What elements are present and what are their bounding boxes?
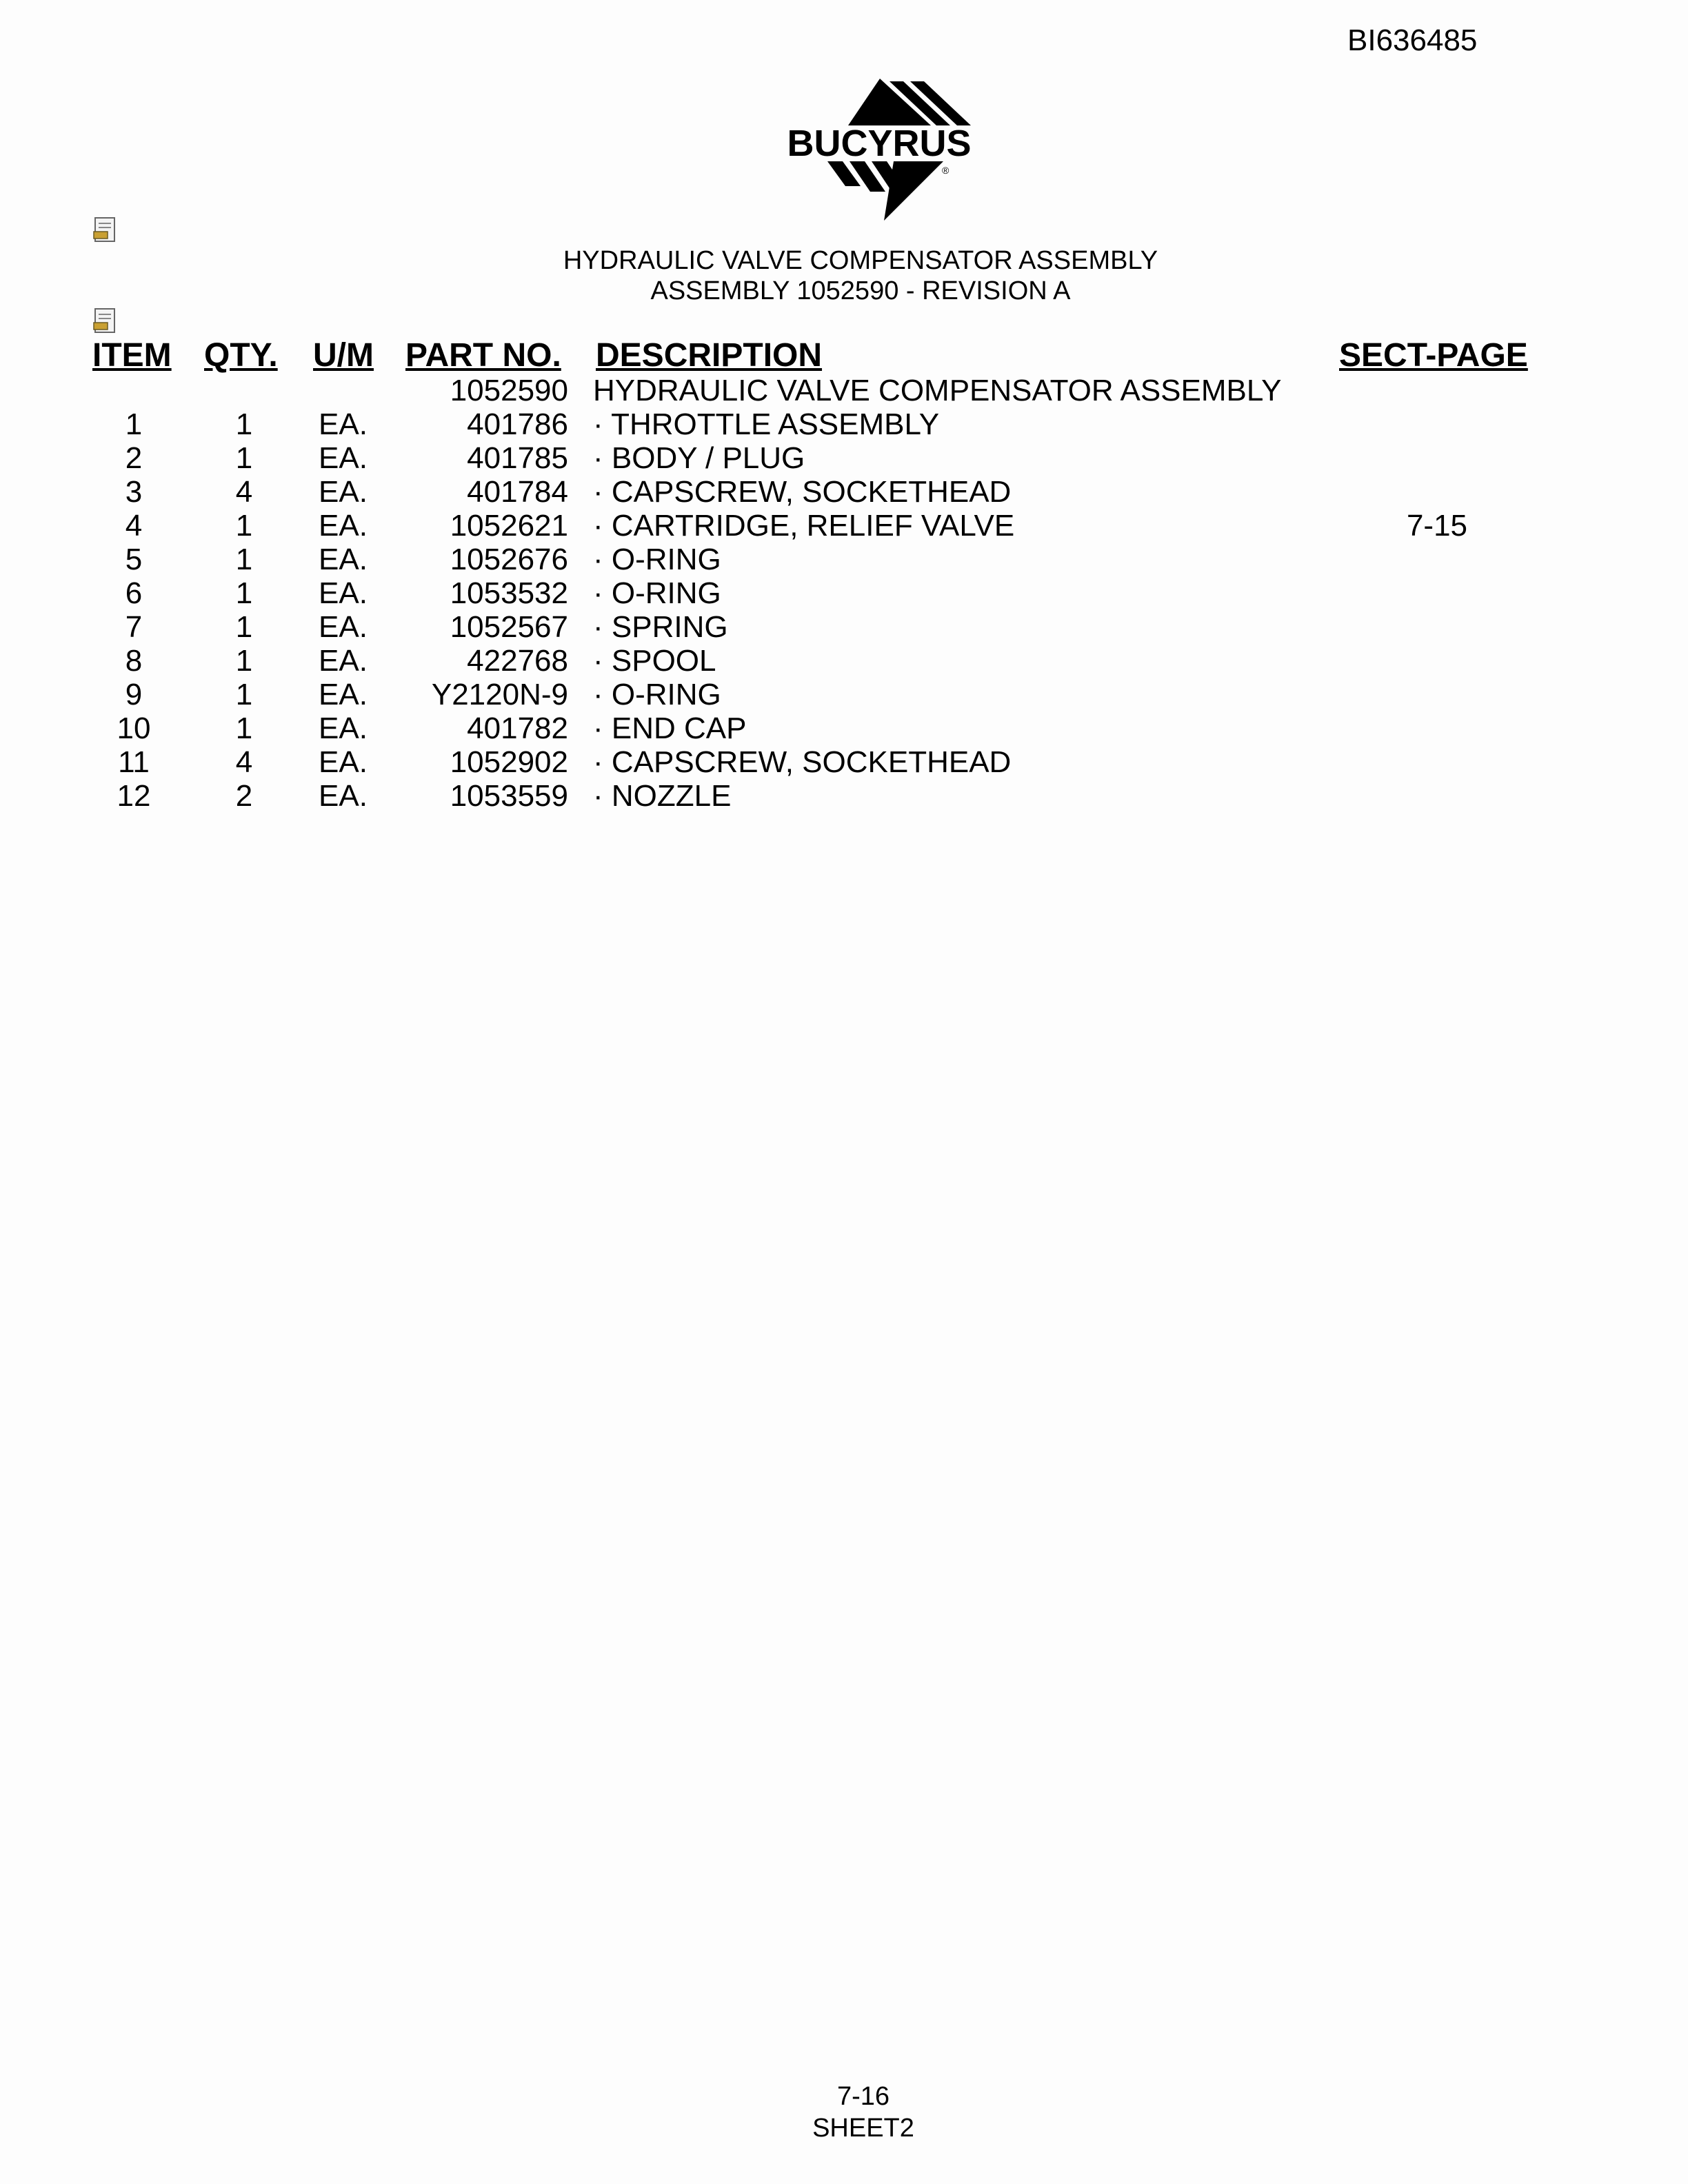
table-row: [0, 610, 1688, 645]
table-row: [0, 644, 1688, 678]
cell-part-no: 1052590: [450, 374, 568, 407]
header-item: ITEM: [92, 337, 172, 374]
note-icon[interactable]: [92, 307, 119, 335]
cell-part-no: 401785: [467, 441, 568, 475]
cell-part-no: 401784: [467, 475, 568, 509]
table-row: [0, 407, 1688, 442]
cell-um: EA.: [319, 441, 368, 475]
cell-part-no: 401782: [467, 711, 568, 745]
cell-part-no: 401786: [467, 407, 568, 441]
cell-qty: 1: [235, 678, 253, 711]
cell-um: EA.: [319, 407, 368, 441]
cell-qty: 1: [235, 509, 253, 543]
cell-part-no: 422768: [467, 644, 568, 678]
table-row: [0, 441, 1688, 476]
cell-part-no: 1052902: [450, 745, 568, 779]
cell-description: · CAPSCREW, SOCKETHEAD: [593, 475, 1012, 509]
cell-um: EA.: [319, 678, 368, 711]
cell-part-no: 1052567: [450, 610, 568, 644]
cell-item: 2: [125, 441, 143, 475]
cell-description: · BODY / PLUG: [593, 441, 805, 475]
cell-qty: 1: [235, 576, 253, 610]
table-row: [0, 711, 1688, 746]
assembly-revision: ASSEMBLY 1052590 - REVISION A: [650, 276, 1071, 305]
cell-item: 4: [125, 509, 143, 543]
cell-item: 8: [125, 644, 143, 678]
cell-part-no: 1053532: [450, 576, 568, 610]
table-row: [0, 509, 1688, 543]
table-row: [0, 475, 1688, 509]
cell-item: 1: [125, 407, 143, 441]
cell-description: · THROTTLE ASSEMBLY: [593, 407, 940, 441]
cell-part-no: 1053559: [450, 779, 568, 813]
cell-qty: 2: [235, 779, 253, 813]
cell-item: 3: [125, 475, 143, 509]
table-row: [0, 576, 1688, 611]
sheet-label: SHEET2: [812, 2114, 914, 2143]
cell-item: 7: [125, 610, 143, 644]
cell-description: · CARTRIDGE, RELIEF VALVE: [593, 509, 1015, 543]
cell-um: EA.: [319, 610, 368, 644]
cell-um: EA.: [319, 779, 368, 813]
cell-um: EA.: [319, 576, 368, 610]
cell-description: · SPOOL: [593, 644, 716, 678]
cell-um: EA.: [319, 711, 368, 745]
cell-description: · O-RING: [593, 543, 721, 576]
cell-qty: 4: [235, 475, 253, 509]
cell-qty: 1: [235, 711, 253, 745]
page-number: 7-16: [836, 2082, 890, 2111]
cell-sect-page-link[interactable]: 7-15: [1406, 509, 1468, 543]
document-id: BI636485: [1347, 23, 1478, 57]
document-title: HYDRAULIC VALVE COMPENSATOR ASSEMBLY: [563, 246, 1158, 275]
cell-part-no: Y2120N-9: [431, 678, 568, 711]
table-row: [0, 745, 1688, 780]
cell-description: · NOZZLE: [593, 779, 732, 813]
cell-part-no: 1052676: [450, 543, 568, 576]
cell-description: HYDRAULIC VALVE COMPENSATOR ASSEMBLY: [593, 374, 1282, 407]
header-part-no: PART NO.: [405, 337, 561, 374]
cell-qty: 1: [235, 407, 253, 441]
header-qty: QTY.: [204, 337, 278, 374]
cell-um: EA.: [319, 475, 368, 509]
cell-item: 9: [125, 678, 143, 711]
header-sect-page: SECT-PAGE: [1339, 337, 1528, 374]
cell-qty: 1: [235, 644, 253, 678]
cell-um: EA.: [319, 509, 368, 543]
header-um: U/M: [313, 337, 374, 374]
table-row: [0, 678, 1688, 712]
cell-qty: 1: [235, 543, 253, 576]
cell-item: 5: [125, 543, 143, 576]
registered-mark: ®: [942, 165, 950, 176]
cell-qty: 1: [235, 610, 253, 644]
logo-wordmark: BUCYRUS: [787, 123, 972, 164]
cell-description: · END CAP: [593, 711, 747, 745]
cell-description: · O-RING: [593, 576, 721, 610]
cell-item: 6: [125, 576, 143, 610]
cell-description: · CAPSCREW, SOCKETHEAD: [593, 745, 1012, 779]
cell-description: · SPRING: [593, 610, 728, 644]
cell-item: 12: [117, 779, 151, 813]
cell-qty: 1: [235, 441, 253, 475]
cell-item: 10: [117, 711, 151, 745]
cell-item: 11: [118, 745, 150, 779]
cell-um: EA.: [319, 745, 368, 779]
bucyrus-logo: [764, 76, 994, 221]
table-row: [0, 543, 1688, 577]
header-description: DESCRIPTION: [596, 337, 823, 374]
cell-qty: 4: [235, 745, 253, 779]
cell-um: EA.: [319, 543, 368, 576]
cell-description: · O-RING: [593, 678, 721, 711]
cell-um: EA.: [319, 644, 368, 678]
note-icon[interactable]: [92, 216, 119, 244]
table-row: [0, 374, 1688, 408]
table-row: [0, 779, 1688, 813]
cell-part-no: 1052621: [450, 509, 568, 543]
